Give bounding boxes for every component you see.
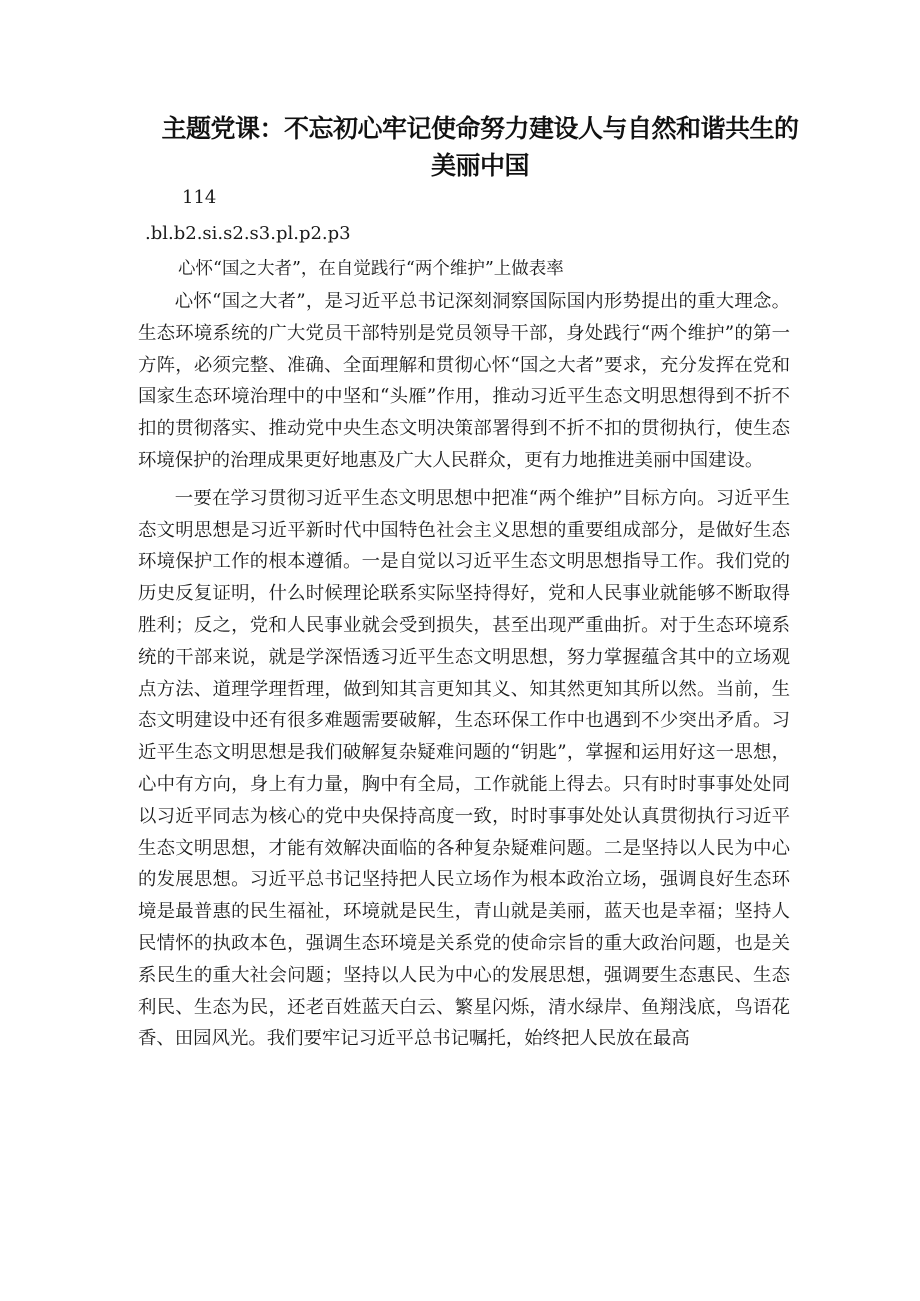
paragraph: 一要在学习贯彻习近平生态文明思想中把准“两个维护”目标方向。习近平生态文明思想是习近平新时代中国特色社会主义思想的重要组成部分，是做好生态环境保护工作的根本遵循。一是自觉以习近平生态文明思想指导工作。我们党的历史反复证明，什么时候理论联系实际坚持得好，党和人民事业就能够不断取得胜利；反之，党和人民事业就会受到损失，甚至出现严重曲折。对于生态环境系统的干部来说，就是学深悟透习近平生态文明思想，努力掌握蕴含其中的立场观点方法、道理学理哲理，做到知其言更知其义、知其然更知其所以然。当前，生态文明建设中还有很多难题需要破解，生态环保工作中也遇到不少突出矛盾。习近平生态文明思想是我们破解复杂疑难问题的“钥匙”，掌握和运用好这一思想，心中有方向，身上有力量，胸中有全局，工作就能上得去。只有时时事事处处同以习近平同志为核心的党中央保持高度一致，时时事事处处认真贯彻执行习近平生态文明思想，才能有效解决面临的各种复杂疑难问题。二是坚持以人民为中心的发展思想。习近平总书记坚持把人民立场作为根本政治立场，强调良好生态环境是最普惠的民生福祉，环境就是民生，青山就是美丽，蓝天也是幸福；坚持人民情怀的执政本色，强调生态环境是关系党的使命宗旨的重大政治问题，也是关系民生的重大社会问题；坚持以人民为中心的发展思想，强调要生态惠民、生态利民、生态为民，还老百姓蓝天白云、繁星闪烁，清水绿岸、鱼翔浅底，鸟语花香、田园风光。我们要牢记习近平总书记嘱托，始终把人民放在最高	[138, 487, 790, 1050]
document-body	[138, 286, 790, 1055]
document-title: 主题党课：不忘初心牢记使命努力建设人与自然和谐共生的美丽中国	[161, 114, 799, 180]
toc-codes: .bl.b2.si.s2.s3.pl.p2.p3	[145, 223, 351, 244]
section-subheading: 心怀“国之大者”，在自觉践行“两个维护”上做表率	[178, 259, 564, 279]
document-number: 114	[182, 187, 217, 208]
paragraph: 心怀“国之大者”，是习近平总书记深刻洞察国际国内形势提出的重大理念。生态环境系统的广大党员干部特别是党员领导干部，身处践行“两个维护”的第一方阵，必须完整、准确、全面理解和贯彻心怀“国之大者”要求，充分发挥在党和国家生态环境治理中的中坚和“头雁”作用，推动习近平生态文明思想得到不折不扣的贯彻落实、推动党中央生态文明决策部署得到不折不扣的贯彻执行，使生态环境保护的治理成果更好地惠及广大人民群众，更有力地推进美丽中国建设。	[138, 291, 790, 471]
